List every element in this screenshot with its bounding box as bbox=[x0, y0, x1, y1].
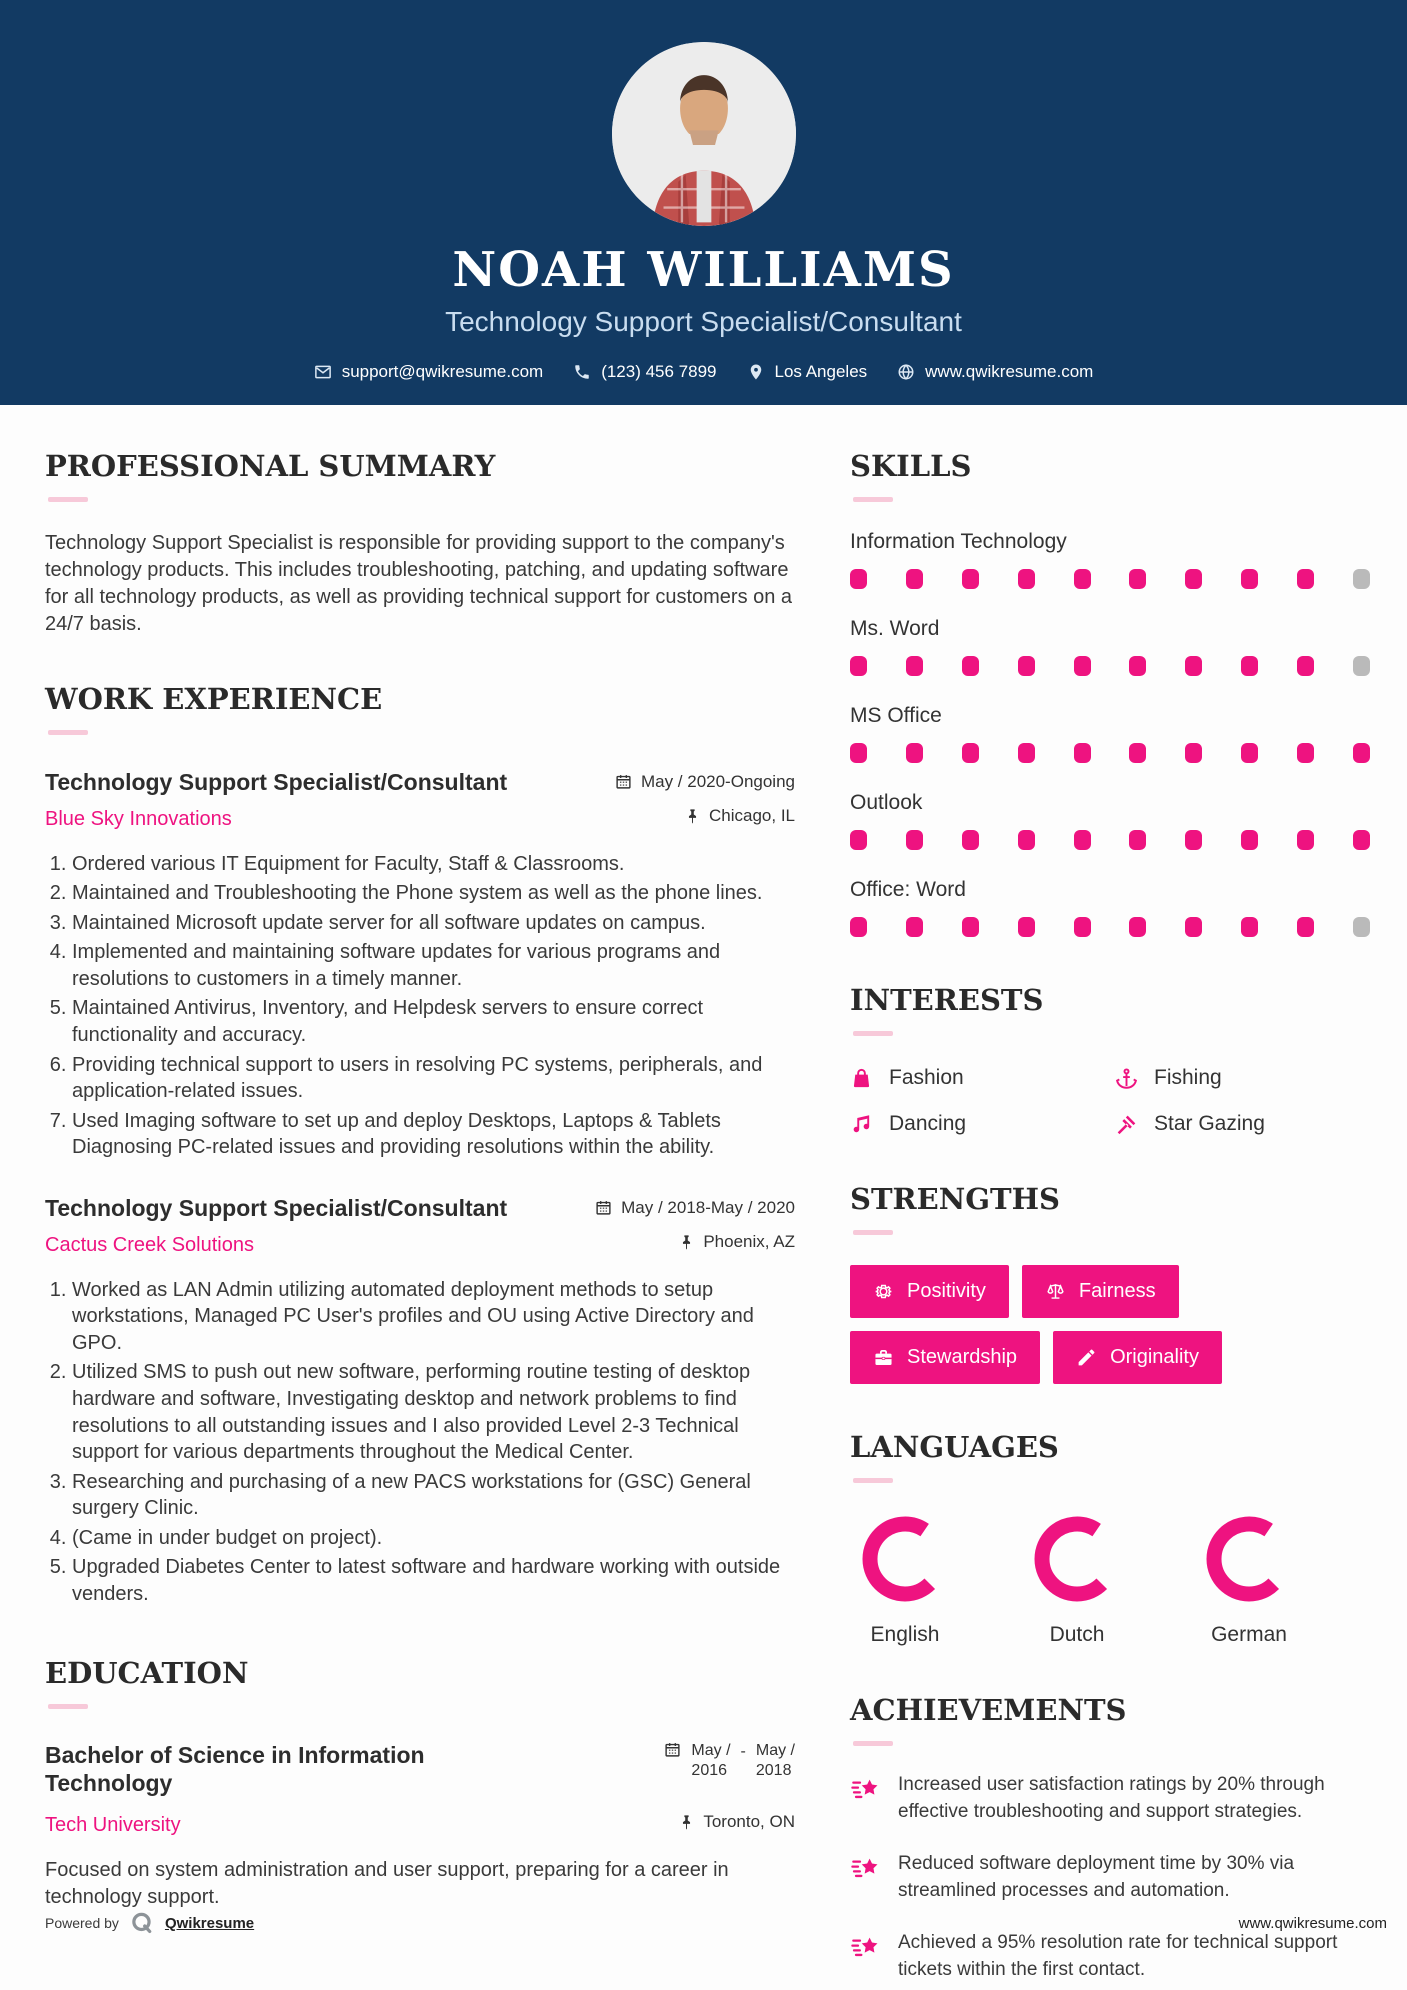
map-pin-icon bbox=[747, 363, 765, 381]
skill-dot bbox=[962, 743, 979, 763]
interest-label: Fishing bbox=[1154, 1066, 1222, 1089]
job-location-text: Phoenix, AZ bbox=[703, 1232, 795, 1252]
skill-dot bbox=[1129, 917, 1146, 937]
skill-dot bbox=[1241, 569, 1258, 589]
job-list bbox=[45, 769, 795, 1608]
skill-dot bbox=[850, 743, 867, 763]
skill-dot bbox=[1353, 569, 1370, 589]
skill-dot bbox=[850, 569, 867, 589]
achievement-text: Increased user satisfaction ratings by 20% through effective troubleshooting and support strategies. bbox=[898, 1774, 1325, 1822]
interest-label: Dancing bbox=[889, 1112, 967, 1135]
job-title: Technology Support Specialist/Consultant bbox=[45, 769, 508, 795]
education-heading: EDUCATION bbox=[45, 1655, 249, 1690]
skill-dot bbox=[1129, 569, 1146, 589]
skill-dot bbox=[1297, 569, 1314, 589]
strength-badge-originality bbox=[1053, 1331, 1222, 1384]
job-bullet: 7. Used Imaging software to set up and deploy Desktops, Laptops & Tablets Diagnosing PC-related issues and providing resolutions within the ability. bbox=[72, 1108, 795, 1161]
skill-dot bbox=[1074, 656, 1091, 676]
right-column bbox=[850, 449, 1370, 1984]
end-date-year: 2018 bbox=[755, 1761, 792, 1779]
language-label: German bbox=[1211, 1623, 1287, 1646]
skill-dot bbox=[1353, 656, 1370, 676]
section-heading-languages bbox=[850, 1430, 1370, 1483]
skill-dot bbox=[1129, 656, 1146, 676]
job-dates-text: May / 2018-May / 2020 bbox=[621, 1197, 795, 1217]
contact-text: Los Angeles bbox=[774, 362, 868, 381]
heading-underline bbox=[853, 1230, 893, 1235]
skill-rating bbox=[850, 743, 1370, 763]
education-start-date bbox=[691, 1741, 730, 1781]
skill-dot bbox=[1353, 917, 1370, 937]
skill-dot bbox=[1353, 743, 1370, 763]
skill-dot bbox=[962, 569, 979, 589]
skill-row bbox=[850, 791, 1370, 850]
skill-dot bbox=[1241, 830, 1258, 850]
heading-underline bbox=[48, 730, 88, 735]
heading-underline bbox=[853, 1031, 893, 1036]
skill-rating bbox=[850, 569, 1370, 589]
language-item bbox=[850, 1515, 960, 1647]
heading-underline bbox=[853, 497, 893, 502]
calendar-icon bbox=[615, 773, 632, 790]
language-label: English bbox=[870, 1623, 940, 1646]
skill-dot bbox=[962, 656, 979, 676]
strength-badge-fairness bbox=[1022, 1265, 1179, 1318]
education-end-date bbox=[756, 1741, 795, 1781]
languages-heading: LANGUAGES bbox=[850, 1430, 1059, 1464]
shooting-star-icon bbox=[850, 1853, 882, 1885]
skill-rating bbox=[850, 830, 1370, 850]
education-dates bbox=[664, 1741, 795, 1799]
company-name: Blue Sky Innovations bbox=[45, 807, 232, 830]
achievements-list bbox=[850, 1772, 1370, 1984]
skill-row bbox=[850, 617, 1370, 676]
strengths-list bbox=[850, 1265, 1370, 1384]
contact-item bbox=[314, 362, 544, 382]
achievement-item bbox=[850, 1851, 1370, 1904]
education-location bbox=[678, 1812, 795, 1832]
education-row-1 bbox=[45, 1741, 795, 1799]
skill-rating bbox=[850, 917, 1370, 937]
powered-by-label: Powered by bbox=[45, 1915, 119, 1931]
interest-item bbox=[1115, 1066, 1370, 1090]
skill-name: Ms. Word bbox=[850, 617, 940, 640]
job-bullet-list bbox=[45, 1277, 795, 1608]
skill-dot bbox=[906, 743, 923, 763]
job-bullet: 5. Maintained Antivirus, Inventory, and Helpdesk servers to ensure correct functionality and accuracy. bbox=[72, 995, 795, 1048]
skill-dot bbox=[1018, 917, 1035, 937]
strength-label: Stewardship bbox=[907, 1346, 1018, 1368]
skill-dot bbox=[1185, 743, 1202, 763]
skill-dot bbox=[1018, 656, 1035, 676]
job-subheader-row bbox=[45, 806, 795, 831]
job-location-text: Chicago, IL bbox=[709, 806, 795, 825]
languages-list bbox=[850, 1515, 1370, 1647]
contact-text: www.qwikresume.com bbox=[925, 362, 1094, 381]
skill-name: Outlook bbox=[850, 791, 923, 814]
work-experience-section bbox=[45, 682, 795, 1608]
job-bullet: 2. Utilized SMS to push out new software, performing routine testing of desktop hardware and software, Investigating desktop and network problems to find resolutions to all outstanding issues and I also provided Level 2-3 Technical support for various departments throughout the Medical Center. bbox=[72, 1359, 795, 1465]
avatar-illustration bbox=[612, 42, 796, 226]
job-subheader-row bbox=[45, 1232, 795, 1257]
school-name: Tech University bbox=[45, 1813, 181, 1836]
heading-underline bbox=[48, 497, 88, 502]
skill-dot bbox=[850, 917, 867, 937]
language-item bbox=[1022, 1515, 1132, 1647]
shooting-star-icon bbox=[850, 1932, 882, 1964]
section-heading-interests bbox=[850, 983, 1370, 1036]
work-heading: WORK EXPERIENCE bbox=[45, 682, 383, 716]
skill-dot bbox=[1297, 830, 1314, 850]
skill-dot bbox=[906, 917, 923, 937]
candidate-title: Technology Support Specialist/Consultant bbox=[445, 306, 962, 337]
skill-dot bbox=[1074, 917, 1091, 937]
calendar-icon bbox=[664, 1741, 681, 1758]
job-dates bbox=[615, 772, 795, 792]
skill-dot bbox=[906, 830, 923, 850]
strengths-row bbox=[850, 1331, 1370, 1384]
candidate-name: NOAH WILLIAMS bbox=[452, 242, 955, 298]
pencil-icon bbox=[1076, 1347, 1097, 1368]
scales-icon bbox=[1045, 1281, 1066, 1302]
profile-photo bbox=[612, 42, 796, 226]
strengths-row bbox=[850, 1265, 1370, 1318]
start-date-month: May / bbox=[691, 1741, 731, 1759]
job-dates-text: May / 2020-Ongoing bbox=[640, 771, 795, 791]
job-title: Technology Support Specialist/Consultant bbox=[45, 1195, 508, 1222]
interest-label: Star Gazing bbox=[1154, 1112, 1265, 1135]
calendar-icon bbox=[595, 1199, 612, 1216]
skill-row bbox=[850, 704, 1370, 763]
skill-dot bbox=[1185, 830, 1202, 850]
interest-label: Fashion bbox=[889, 1066, 964, 1089]
contact-item bbox=[747, 362, 868, 382]
summary-text: Technology Support Specialist is responsible for providing support to the company's technology products. This includes troubleshooting, patching, and updating software for all technology products, as well as providing technical support for customers on a 24/7 basis. bbox=[45, 532, 793, 635]
section-heading-achievements bbox=[850, 1693, 1370, 1746]
achievement-text: Achieved a 95% resolution rate for technical support tickets within the first contact. bbox=[898, 1932, 1338, 1980]
achievement-item bbox=[850, 1930, 1370, 1983]
anchor-icon bbox=[1115, 1067, 1138, 1090]
job-entry bbox=[45, 1195, 795, 1608]
heading-underline bbox=[853, 1478, 893, 1483]
interests-section bbox=[850, 983, 1370, 1136]
header-banner bbox=[0, 0, 1407, 405]
job-bullet: 3. Maintained Microsoft update server for all software updates on campus. bbox=[72, 910, 795, 937]
strength-label: Originality bbox=[1110, 1346, 1199, 1368]
achievement-text: Reduced software deployment time by 30% via streamlined processes and automation. bbox=[898, 1853, 1295, 1901]
qwikresume-link[interactable]: Qwikresume bbox=[164, 1914, 255, 1932]
skill-dot bbox=[962, 830, 979, 850]
education-row-2 bbox=[45, 1812, 795, 1837]
skills-section bbox=[850, 449, 1370, 937]
skill-dot bbox=[906, 569, 923, 589]
skill-row bbox=[850, 530, 1370, 589]
gear-icon bbox=[873, 1281, 894, 1302]
languages-section bbox=[850, 1430, 1370, 1647]
job-header-row bbox=[45, 769, 795, 796]
skill-name: MS Office bbox=[850, 704, 942, 727]
skill-dot bbox=[1074, 569, 1091, 589]
achievement-item bbox=[850, 1772, 1370, 1825]
job-header-row bbox=[45, 1195, 795, 1222]
contact-text: (123) 456 7899 bbox=[601, 362, 717, 381]
section-heading-work bbox=[45, 682, 795, 735]
resume-body bbox=[0, 405, 1407, 1984]
skill-dot bbox=[1241, 743, 1258, 763]
briefcase-icon bbox=[873, 1347, 894, 1368]
education-location-text: Toronto, ON bbox=[703, 1812, 795, 1832]
phone-icon bbox=[573, 363, 591, 381]
music-note-icon bbox=[850, 1113, 873, 1136]
language-label: Dutch bbox=[1049, 1623, 1105, 1646]
job-bullet: 1. Ordered various IT Equipment for Faculty, Staff & Classrooms. bbox=[72, 851, 795, 878]
footer-website: www.qwikresume.com bbox=[1238, 1914, 1387, 1932]
skill-dot bbox=[850, 656, 867, 676]
strength-label: Fairness bbox=[1078, 1280, 1156, 1302]
company-name: Cactus Creek Solutions bbox=[45, 1233, 254, 1256]
job-bullet-list bbox=[45, 851, 795, 1162]
section-heading-strengths bbox=[850, 1182, 1370, 1235]
job-bullet: 4. Implemented and maintaining software updates for various programs and resolutions to customers in a timely manner. bbox=[72, 939, 795, 992]
section-heading-skills bbox=[850, 449, 1370, 502]
job-location bbox=[684, 806, 795, 826]
education-description: Focused on system administration and user support, preparing for a career in technology support. bbox=[45, 1858, 729, 1908]
skill-dot bbox=[1297, 656, 1314, 676]
skills-heading: SKILLS bbox=[850, 449, 972, 483]
skill-row bbox=[850, 878, 1370, 937]
skill-dot bbox=[1185, 656, 1202, 676]
heading-underline bbox=[48, 1704, 88, 1709]
job-bullet: 4. (Came in under budget on project). bbox=[72, 1525, 795, 1552]
job-bullet: 5. Upgraded Diabetes Center to latest software and hardware working with outside venders. bbox=[72, 1554, 795, 1607]
strength-badge-positivity bbox=[850, 1265, 1009, 1318]
contact-text: support@qwikresume.com bbox=[341, 362, 544, 381]
qwikresume-logo-icon bbox=[129, 1910, 155, 1936]
job-location bbox=[678, 1232, 795, 1252]
strengths-heading: STRENGTHS bbox=[850, 1182, 1060, 1216]
pushpin-icon bbox=[678, 1234, 695, 1251]
language-level-ring bbox=[861, 1515, 949, 1603]
skill-dot bbox=[1353, 830, 1370, 850]
professional-summary-section bbox=[45, 449, 795, 638]
skill-name: Information Technology bbox=[850, 530, 1067, 553]
powered-by bbox=[45, 1910, 254, 1936]
interest-item bbox=[850, 1112, 1115, 1136]
job-dates bbox=[595, 1198, 795, 1218]
strength-label: Positivity bbox=[907, 1280, 986, 1302]
interest-item bbox=[1115, 1112, 1370, 1136]
strength-badge-stewardship bbox=[850, 1331, 1040, 1384]
skill-dot bbox=[850, 830, 867, 850]
achievements-heading: ACHIEVEMENTS bbox=[850, 1693, 1127, 1727]
start-date-year: 2016 bbox=[691, 1761, 728, 1779]
skill-dot bbox=[962, 917, 979, 937]
section-heading-summary bbox=[45, 449, 795, 502]
skills-list bbox=[850, 530, 1370, 937]
degree-title: Bachelor of Science in Information Technology bbox=[45, 1741, 425, 1797]
education-section bbox=[45, 1656, 795, 1911]
skill-dot bbox=[1074, 830, 1091, 850]
skill-dot bbox=[1018, 569, 1035, 589]
section-heading-education bbox=[45, 1656, 795, 1709]
page-footer bbox=[45, 1910, 1387, 1936]
skill-rating bbox=[850, 656, 1370, 676]
language-level-ring bbox=[1205, 1515, 1293, 1603]
skill-dot bbox=[1241, 656, 1258, 676]
skill-name: Office: Word bbox=[850, 878, 966, 901]
achievements-section bbox=[850, 1693, 1370, 1984]
contact-item bbox=[573, 362, 716, 382]
summary-heading: PROFESSIONAL SUMMARY bbox=[45, 449, 496, 483]
contact-row bbox=[0, 362, 1407, 382]
skill-dot bbox=[1297, 917, 1314, 937]
job-entry bbox=[45, 769, 795, 1161]
envelope-icon bbox=[314, 363, 332, 381]
skill-dot bbox=[1185, 569, 1202, 589]
pushpin-icon bbox=[678, 1814, 695, 1831]
skill-dot bbox=[1129, 830, 1146, 850]
skill-dot bbox=[1185, 917, 1202, 937]
gavel-icon bbox=[1115, 1113, 1138, 1136]
skill-dot bbox=[906, 656, 923, 676]
globe-icon bbox=[897, 363, 915, 381]
interest-item bbox=[850, 1066, 1115, 1090]
shooting-star-icon bbox=[850, 1774, 882, 1806]
shopping-bag-icon bbox=[850, 1067, 873, 1090]
job-bullet: 6. Providing technical support to users in resolving PC systems, peripherals, and application-related issues. bbox=[72, 1052, 795, 1105]
skill-dot bbox=[1074, 743, 1091, 763]
left-column bbox=[45, 449, 795, 1984]
interests-heading: INTERESTS bbox=[850, 983, 1044, 1017]
interests-list bbox=[850, 1066, 1370, 1136]
strengths-section bbox=[850, 1182, 1370, 1384]
skill-dot bbox=[1241, 917, 1258, 937]
contact-item bbox=[897, 362, 1093, 382]
heading-underline bbox=[853, 1741, 893, 1746]
language-item bbox=[1194, 1515, 1304, 1647]
job-bullet: 2. Maintained and Troubleshooting the Phone system as well as the phone lines. bbox=[72, 880, 795, 907]
language-level-ring bbox=[1033, 1515, 1121, 1603]
skill-dot bbox=[1018, 743, 1035, 763]
date-separator: - bbox=[740, 1742, 746, 1760]
job-bullet: 3. Researching and purchasing of a new PACS workstations for (GSC) General surgery Clinic. bbox=[72, 1469, 795, 1522]
skill-dot bbox=[1129, 743, 1146, 763]
job-bullet: 1. Worked as LAN Admin utilizing automated deployment methods to setup workstations, Managed PC User's profiles and OU using Active Directory and GPO. bbox=[72, 1277, 795, 1357]
pushpin-icon bbox=[684, 808, 701, 825]
skill-dot bbox=[1297, 743, 1314, 763]
end-date-month: May / bbox=[755, 1741, 795, 1759]
skill-dot bbox=[1018, 830, 1035, 850]
